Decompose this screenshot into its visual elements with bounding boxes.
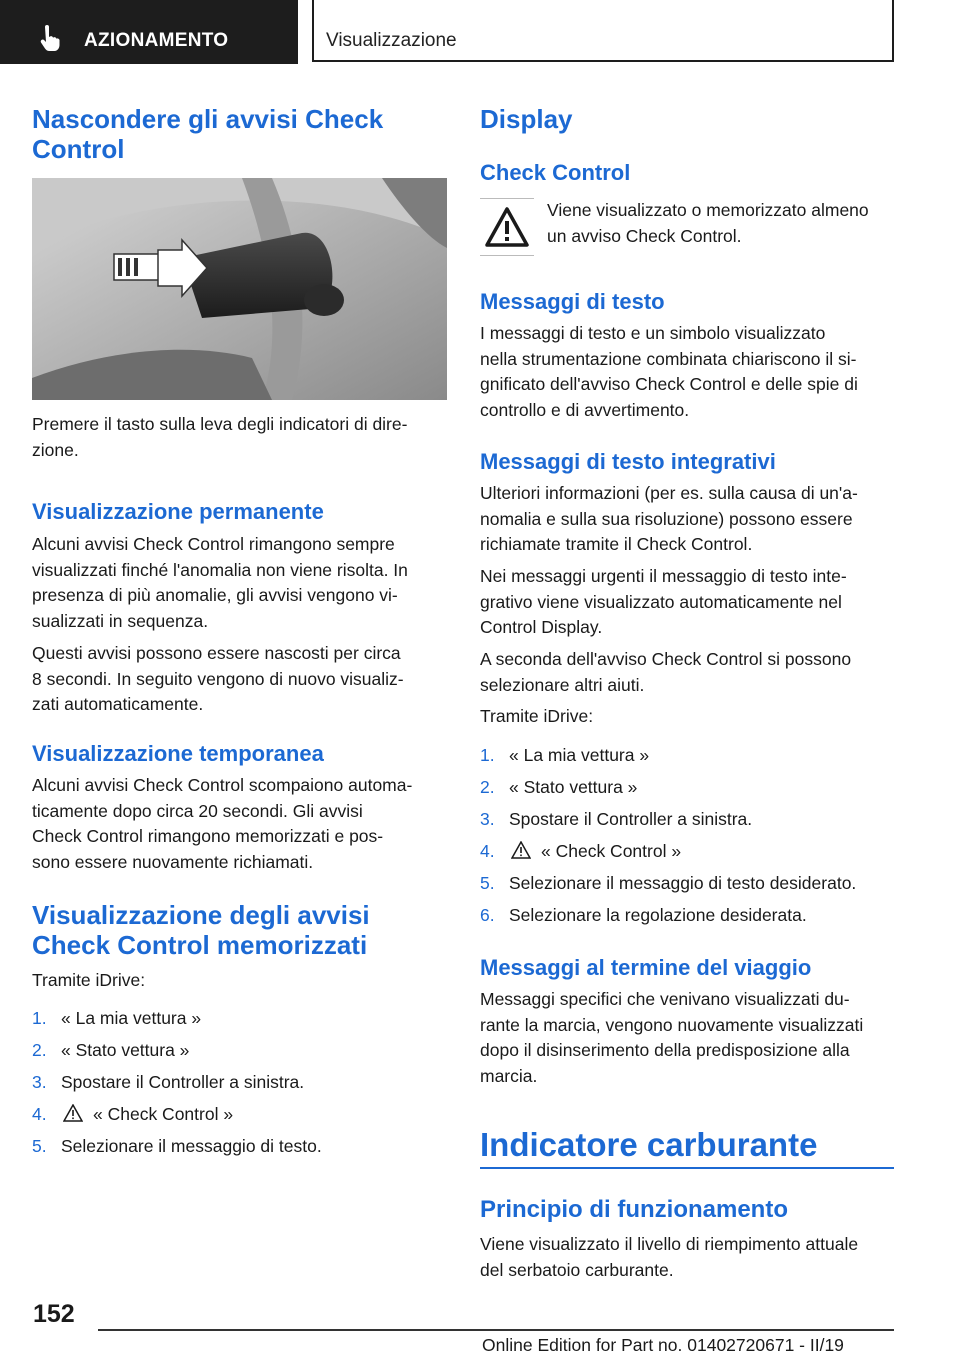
heading-temporary: Visualizzazione temporanea: [32, 741, 324, 766]
list-item: 5. Selezionare il messaggio di testo.: [32, 1136, 322, 1156]
list-item: 5. Selezionare il messaggio di testo desiderato.: [480, 873, 857, 893]
paragraph-end-of-trip: Messaggi specifici che venivano visualizzati du- rante la marcia, vengono nuovamente visualizzati dopo il disinserimento della predisposizione alla marcia.: [480, 989, 864, 1086]
paragraph-permanent-2: Questi avvisi possono essere nascosti per circa 8 secondi. In seguito vengono di nuovo visualiz- zati automaticamente.: [32, 643, 404, 714]
paragraph-temporary: Alcuni avvisi Check Control scompaiono automa- ticamente dopo circa 20 secondi. Gli avvisi Check Control rimangono memorizzati e pos- sono essere nuovamente richiamati.: [32, 775, 413, 872]
paragraph-permanent-1: Alcuni avvisi Check Control rimangono sempre visualizzati finché l'anomalia non viene risolta. In presenza di più anomalie, gli avvisi vengono vi- sualizzati in sequenza.: [32, 534, 408, 631]
list-item: 1. « La mia vettura »: [32, 1008, 202, 1028]
paragraph-text-messages: I messaggi di testo e un simbolo visualizzato nella strumentazione combinata chiariscono il si- gnificato dell'avviso Check Control e delle spie di controllo e di avvertimento.: [480, 323, 858, 420]
section-header: [312, 0, 894, 62]
section-label: Visualizzazione: [326, 30, 457, 51]
heading-hide-check-control: Nascondere gli avvisi Check Control: [32, 104, 384, 164]
paragraph-supplementary-2: Nei messaggi urgenti il messaggio di testo inte- grativo viene visualizzato automaticamente nel Control Display.: [480, 566, 847, 637]
check-control-text: Viene visualizzato o memorizzato almeno un avviso Check Control.: [547, 200, 869, 246]
list-item: 3. Spostare il Controller a sinistra.: [480, 809, 753, 829]
list-item: 6. Selezionare la regolazione desiderata.: [480, 905, 807, 925]
heading-end-of-trip: Messaggi al termine del viaggio: [480, 955, 812, 980]
heading-fuel-gauge: Indicatore carburante: [480, 1126, 818, 1163]
check-control-symbol: [480, 198, 534, 256]
warning-triangle-icon: [63, 1104, 83, 1122]
list-item: 4. « Check Control »: [480, 841, 682, 861]
footer-rule: [98, 1329, 894, 1331]
paragraph-supplementary-3: A seconda dell'avviso Check Control si possono selezionare altri aiuti.: [480, 649, 852, 695]
heading-supplementary-messages: Messaggi di testo integrativi: [480, 449, 776, 474]
turn-signal-lever-photo: [32, 178, 447, 400]
heading-permanent: Visualizzazione permanente: [32, 499, 324, 524]
heading-principle: Principio di funzionamento: [480, 1196, 788, 1223]
heading-display: Display: [480, 104, 573, 134]
chapter-label: AZIONAMENTO: [84, 30, 229, 51]
list-item: 1. « La mia vettura »: [480, 745, 650, 765]
steps-list-left: [32, 1006, 452, 1166]
idrive-intro-left: Tramite iDrive:: [32, 970, 146, 990]
hand-pointer-icon: [38, 25, 62, 53]
steps-list-right: [480, 743, 900, 935]
heading-text-messages: Messaggi di testo: [480, 289, 665, 314]
section-rule: [480, 1167, 894, 1169]
list-item: 3. Spostare il Controller a sinistra.: [32, 1072, 305, 1092]
chapter-tab[interactable]: [0, 0, 298, 64]
lever-illustration: [32, 178, 447, 400]
footer-edition: Online Edition for Part no. 01402720671 - II/19: [482, 1335, 844, 1355]
warning-triangle-icon: [511, 841, 531, 859]
paragraph-principle: Viene visualizzato il livello di riempimento attuale del serbatoio carburante.: [480, 1234, 859, 1280]
photo-caption: Premere il tasto sulla leva degli indicatori di dire- zione.: [32, 414, 408, 460]
list-item: 2. « Stato vettura »: [480, 777, 638, 797]
heading-stored-messages: Visualizzazione degli avvisi Check Control memorizzati: [32, 900, 370, 960]
heading-check-control: Check Control: [480, 160, 631, 185]
list-item: 2. « Stato vettura »: [32, 1040, 190, 1060]
warning-triangle-icon: [480, 199, 534, 255]
page-number: 152: [33, 1300, 75, 1328]
idrive-intro-right: Tramite iDrive:: [480, 706, 594, 726]
list-item: 4. « Check Control »: [32, 1104, 234, 1124]
paragraph-supplementary-1: Ulteriori informazioni (per es. sulla causa di un'a- nomalia e sulla sua risoluzione) possono essere richiamate tramite il Check Control.: [480, 483, 858, 554]
